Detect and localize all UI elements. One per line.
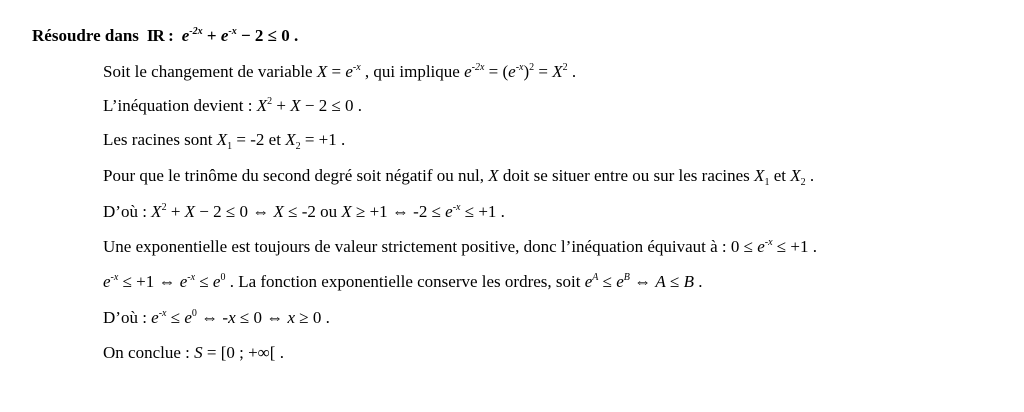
exponent: -x: [110, 272, 119, 283]
text: ≤: [195, 272, 213, 291]
text: doit se situer entre ou sur les racines: [498, 166, 755, 185]
text: ≤ 0 ⇔: [235, 308, 288, 327]
var: x: [287, 308, 295, 327]
title-expr: -2x: [189, 26, 203, 37]
var: X: [341, 202, 352, 221]
exercise-title: [32, 26, 298, 46]
var: A: [655, 272, 666, 291]
var: e: [184, 308, 192, 327]
var: X: [290, 96, 301, 115]
title-expr: e: [181, 26, 190, 45]
var: S: [194, 343, 203, 362]
text: +: [272, 96, 291, 115]
solution-line-6: [103, 237, 817, 257]
text: ≤: [598, 272, 617, 291]
text: ≤ -2 ou: [283, 202, 342, 221]
text: ≤ +1 ⇔: [118, 272, 180, 291]
title-expr: -x: [228, 26, 237, 37]
text: ≤: [166, 308, 185, 327]
var: X: [184, 202, 196, 221]
solution-line-7: [103, 272, 703, 292]
text: ≤ +1 .: [460, 202, 505, 221]
exponent: A: [592, 272, 599, 283]
subscript: 2: [295, 141, 301, 152]
text: On conclue :: [103, 343, 195, 362]
text: +: [166, 202, 185, 221]
var: X: [488, 166, 499, 185]
solution-line-3: [103, 130, 345, 150]
var: e: [151, 308, 159, 327]
text: ≥ 0 .: [295, 308, 330, 327]
var: X: [790, 166, 801, 185]
exponent: -x: [158, 308, 167, 319]
text: . La fonction exponentielle conserve les ordres, soit: [225, 272, 585, 291]
var: e: [757, 237, 765, 256]
var: e: [464, 62, 472, 81]
exponent: -x: [515, 62, 524, 73]
text: = [0 ; +∞[ .: [202, 343, 284, 362]
var: e: [445, 202, 453, 221]
text: = -2 et: [232, 130, 286, 149]
exponent: 0: [220, 272, 226, 283]
text: ≤ +1 .: [772, 237, 817, 256]
text: L’inéquation devient :: [103, 96, 257, 115]
exponent: -x: [187, 272, 196, 283]
title-label: Résoudre dans: [32, 26, 139, 45]
var: e: [212, 272, 221, 291]
text: ⇔ -: [196, 308, 229, 327]
solution-line-1: [103, 62, 576, 82]
var: x: [228, 308, 236, 327]
exponent: -x: [452, 202, 461, 213]
var: B: [683, 272, 694, 291]
exponent: -x: [352, 62, 361, 73]
text: .: [805, 166, 815, 185]
var: e: [103, 272, 111, 291]
text: = +1 .: [300, 130, 346, 149]
var: X: [552, 62, 563, 81]
var: e: [179, 272, 188, 291]
text: Une exponentielle est toujours de valeur strictement positive, donc l’inéquation équivaut à : 0 ≤: [103, 237, 758, 256]
exponent: 2: [562, 62, 568, 73]
var: X: [216, 130, 228, 149]
var: e: [345, 62, 353, 81]
text: D’où :: [103, 308, 152, 327]
text: ): [523, 62, 530, 81]
exponent: 0: [191, 308, 197, 319]
subscript: 2: [800, 177, 806, 188]
title-expr: − 2 ≤ 0 .: [236, 26, 299, 45]
var: e: [616, 272, 624, 291]
text: − 2 ≤ 0 ⇔: [195, 202, 274, 221]
text: ≥ +1 ⇔ -2 ≤: [351, 202, 446, 221]
solution-line-2: [103, 96, 362, 116]
text: =: [534, 62, 553, 81]
text: = (: [484, 62, 509, 81]
subscript: 1: [764, 177, 770, 188]
var: e: [584, 272, 593, 291]
var: X: [754, 166, 765, 185]
exponent: -x: [764, 237, 773, 248]
exponent: 2: [529, 62, 535, 73]
solution-conclusion: [103, 343, 284, 363]
solution-line-4: [103, 166, 814, 186]
title-expr: e: [220, 26, 229, 45]
exponent: 2: [161, 202, 167, 213]
text: D’où :: [103, 202, 152, 221]
title-colon: :: [168, 26, 174, 45]
text: =: [327, 62, 346, 81]
title-expr: +: [202, 26, 221, 45]
text: Soit le changement de variable: [103, 62, 317, 81]
solution-line-5: [103, 202, 505, 222]
subscript: 1: [227, 141, 233, 152]
real-numbers-symbol: IR: [146, 26, 164, 45]
text: et: [769, 166, 791, 185]
text: .: [694, 272, 703, 291]
var: X: [316, 62, 328, 81]
var: X: [285, 130, 296, 149]
var: X: [151, 202, 162, 221]
text: , qui implique: [360, 62, 465, 81]
solution-line-8: [103, 308, 330, 328]
exponent: 2: [267, 96, 273, 107]
exponent: -2x: [471, 62, 485, 73]
var: X: [273, 202, 284, 221]
var: X: [256, 96, 268, 115]
text: − 2 ≤ 0 .: [300, 96, 363, 115]
exponent: B: [623, 272, 630, 283]
text: Les racines sont: [103, 130, 217, 149]
text: ⇔: [629, 272, 656, 291]
var: e: [508, 62, 516, 81]
text: ≤: [665, 272, 684, 291]
text: Pour que le trinôme du second degré soit négatif ou nul,: [103, 166, 489, 185]
text: .: [567, 62, 577, 81]
